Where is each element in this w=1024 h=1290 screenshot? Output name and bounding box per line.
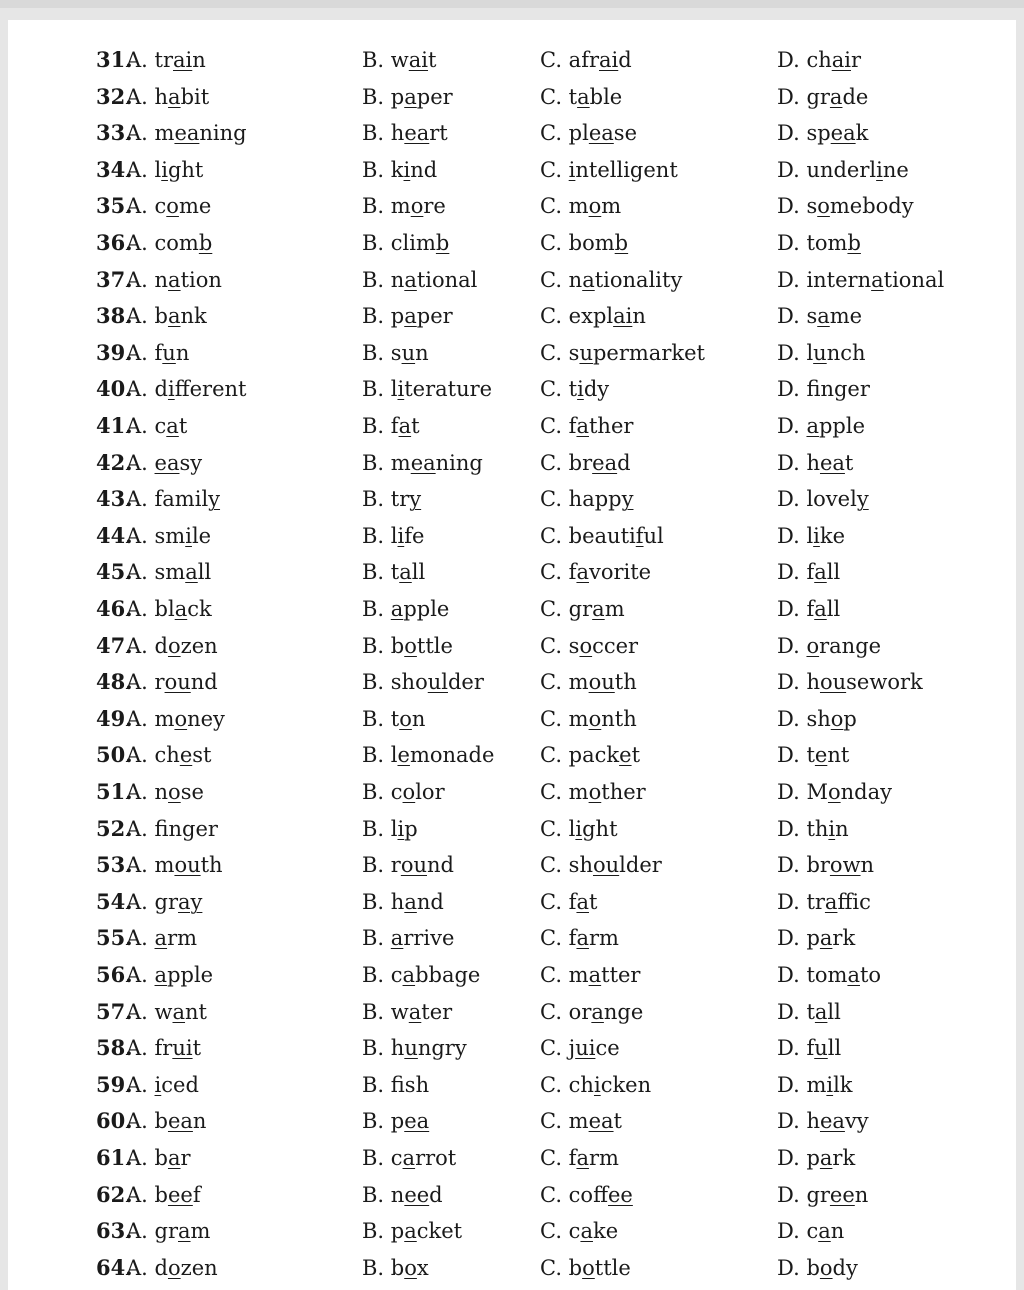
option-a: A. fun <box>126 340 190 365</box>
question-number: 61. <box>96 1145 133 1170</box>
option-c: C. light <box>540 816 618 841</box>
option-c: C. father <box>540 414 634 438</box>
question-number: 53. <box>96 852 133 878</box>
worksheet-page <box>8 20 1016 1290</box>
question-row <box>8 155 1016 185</box>
option-b: B. round <box>362 853 454 878</box>
option-c: C. beautiful <box>540 523 664 548</box>
option-c: C. mouth <box>540 670 637 695</box>
option-c: C. favorite <box>540 560 652 585</box>
option-c: C. cake <box>540 1219 619 1244</box>
option-c: C. farm <box>540 1146 619 1170</box>
question-number: 48. <box>96 669 133 695</box>
option-c: C. bread <box>540 450 631 475</box>
question-number: 43. <box>96 486 133 512</box>
option-a: A. family <box>126 487 221 512</box>
question-number: 31. <box>96 47 133 72</box>
option-b: B. packet <box>362 1219 463 1244</box>
question-row <box>8 850 1016 880</box>
option-d: D. chair <box>777 48 862 72</box>
question-row <box>8 484 1016 514</box>
option-d: D. can <box>777 1219 845 1244</box>
option-d: D. Monday <box>777 780 892 804</box>
option-b: B. lemonade <box>362 743 495 768</box>
option-d: D. tomato <box>777 963 882 987</box>
top-bar <box>0 0 1024 8</box>
option-a: A. nation <box>126 267 222 292</box>
option-d: D. international <box>777 267 945 292</box>
question-row <box>8 1033 1016 1063</box>
option-c: C. gram <box>540 597 625 621</box>
option-b: B. paper <box>362 84 453 109</box>
option-b: B. tall <box>362 560 426 585</box>
question-number: 55. <box>96 925 133 951</box>
option-a: A. different <box>126 377 247 402</box>
question-row <box>8 704 1016 734</box>
option-a: A. light <box>126 157 204 182</box>
question-number: 63. <box>96 1218 133 1244</box>
question-number: 56. <box>96 962 133 987</box>
option-b: B. try <box>362 487 422 512</box>
option-a: A. bar <box>126 1146 191 1170</box>
question-number: 52. <box>96 815 133 841</box>
option-d: D. like <box>777 523 846 548</box>
question-row <box>8 997 1016 1027</box>
question-row <box>8 265 1016 295</box>
option-c: C. tidy <box>540 377 610 402</box>
option-d: D. speak <box>777 121 869 146</box>
option-c: C. bottle <box>540 1255 631 1280</box>
question-number: 39. <box>96 339 133 365</box>
option-b: B. life <box>362 523 425 548</box>
question-row <box>8 740 1016 770</box>
option-b: B. wait <box>362 48 437 72</box>
option-a: A. smile <box>126 523 212 548</box>
option-d: D. shop <box>777 706 857 731</box>
option-d: D. park <box>777 926 856 951</box>
option-b: B. fat <box>362 414 420 438</box>
option-a: A. arm <box>126 926 198 951</box>
question-number: 45. <box>96 559 133 585</box>
question-row <box>8 1106 1016 1136</box>
option-b: B. hungry <box>362 1036 467 1061</box>
option-a: A. want <box>126 999 207 1024</box>
option-b: B. carrot <box>362 1146 457 1170</box>
option-d: D. housework <box>777 670 923 695</box>
option-b: B. arrive <box>362 926 455 951</box>
option-a: A. gray <box>126 889 203 914</box>
question-number: 64. <box>96 1254 133 1280</box>
question-number: 58. <box>96 1035 133 1061</box>
option-b: B. fsh <box>362 1072 430 1097</box>
question-number: 37. <box>96 266 133 292</box>
question-row <box>8 448 1016 478</box>
option-a: A. train <box>126 48 206 72</box>
option-a: A. meaning <box>126 121 247 146</box>
option-c: C. happy <box>540 487 634 512</box>
option-b: B. box <box>362 1255 429 1280</box>
option-b: B. need <box>362 1182 443 1207</box>
option-d: D. park <box>777 1146 856 1170</box>
option-c: C. fat <box>540 889 598 914</box>
question-row <box>8 923 1016 953</box>
question-number: 41. <box>96 413 133 438</box>
option-d: D. milk <box>777 1072 853 1097</box>
option-c: C. explain <box>540 304 646 329</box>
option-c: C. table <box>540 84 623 109</box>
option-c: C. afraid <box>540 48 632 72</box>
option-a: A. comb <box>126 231 213 255</box>
option-c: C. shoulder <box>540 853 662 878</box>
option-d: D. lunch <box>777 340 866 365</box>
option-a: A. small <box>126 560 212 585</box>
question-number: 44. <box>96 522 133 548</box>
question-number: 38. <box>96 303 133 329</box>
option-b: B. national <box>362 267 478 292</box>
option-b: B. literature <box>362 377 493 402</box>
question-number: 59. <box>96 1071 133 1097</box>
question-number: 33. <box>96 120 133 146</box>
question-number: 36. <box>96 230 133 255</box>
option-a: A. round <box>126 670 218 695</box>
option-b: B. meaning <box>362 450 483 475</box>
option-d: D. fall <box>777 560 841 585</box>
question-row <box>8 1180 1016 1210</box>
question-number: 50. <box>96 742 133 768</box>
option-b: B. sun <box>362 340 429 365</box>
option-a: A. easy <box>126 450 203 475</box>
option-d: D. tent <box>777 743 850 768</box>
option-a: A. dozen <box>126 633 218 658</box>
option-a: A. habit <box>126 84 210 109</box>
question-row <box>8 191 1016 221</box>
option-c: C. farm <box>540 926 619 951</box>
option-b: B. more <box>362 194 446 219</box>
option-a: A. beef <box>126 1182 201 1207</box>
option-d: D. fall <box>777 597 841 621</box>
option-d: D. brown <box>777 853 875 878</box>
option-a: A. bank <box>126 304 207 329</box>
question-number: 42. <box>96 449 133 475</box>
question-row <box>8 631 1016 661</box>
option-c: C. mom <box>540 194 622 219</box>
option-a: A. iced <box>126 1072 199 1097</box>
option-a: A. fruit <box>126 1036 202 1061</box>
option-d: D. body <box>777 1255 858 1280</box>
option-a: A. black <box>126 597 212 621</box>
option-c: C. coffee <box>540 1182 633 1207</box>
option-c: C. chicken <box>540 1072 652 1097</box>
option-d: D. lovely <box>777 487 869 512</box>
question-number: 49. <box>96 705 133 731</box>
option-d: D. green <box>777 1182 869 1207</box>
option-c: C. packet <box>540 743 641 768</box>
question-row <box>8 557 1016 587</box>
option-b: B. apple <box>362 597 450 621</box>
question-number: 35. <box>96 193 133 219</box>
option-a: A. gram <box>126 1219 211 1244</box>
option-b: B. pea <box>362 1109 430 1134</box>
option-c: C. orange <box>540 999 644 1024</box>
question-row <box>8 667 1016 697</box>
question-row <box>8 118 1016 148</box>
question-number: 46. <box>96 596 133 621</box>
question-row <box>8 411 1016 441</box>
option-a: A. chest <box>126 743 212 768</box>
option-b: B. paper <box>362 304 453 329</box>
option-d: D. fnger <box>777 377 870 402</box>
option-d: D. orange <box>777 633 882 658</box>
option-b: B. shoulder <box>362 670 484 695</box>
question-number: 47. <box>96 632 133 658</box>
option-a: A. apple <box>126 963 214 987</box>
question-row <box>8 887 1016 917</box>
option-d: D. same <box>777 304 863 329</box>
option-c: C. mother <box>540 780 646 804</box>
option-a: A. bean <box>126 1109 207 1134</box>
question-row <box>8 82 1016 112</box>
question-row <box>8 228 1016 258</box>
option-a: A. cat <box>126 414 188 438</box>
option-b: B. water <box>362 999 453 1024</box>
question-row <box>8 521 1016 551</box>
option-b: B. kind <box>362 157 438 182</box>
option-b: B. lip <box>362 816 418 841</box>
option-d: D. tall <box>777 999 841 1024</box>
option-b: B. cabbage <box>362 963 481 987</box>
question-row <box>8 1253 1016 1283</box>
option-c: C. intelligent <box>540 157 678 182</box>
option-d: D. apple <box>777 414 866 438</box>
question-number: 54. <box>96 888 133 914</box>
option-a: A. dozen <box>126 1255 218 1280</box>
option-b: B. ton <box>362 706 426 731</box>
option-b: B. hand <box>362 889 444 914</box>
question-row <box>8 301 1016 331</box>
question-number: 51. <box>96 779 133 804</box>
question-number: 62. <box>96 1181 133 1207</box>
question-row <box>8 1070 1016 1100</box>
question-number: 57. <box>96 998 133 1024</box>
option-d: D. thin <box>777 816 849 841</box>
option-a: A. money <box>126 706 225 731</box>
question-row <box>8 814 1016 844</box>
option-c: C. matter <box>540 963 641 987</box>
option-d: D. somebody <box>777 194 914 219</box>
question-row <box>8 1143 1016 1173</box>
option-b: B. heart <box>362 121 448 146</box>
option-c: C. nationality <box>540 267 683 292</box>
option-a: A. nose <box>126 780 204 804</box>
option-c: C. juice <box>540 1036 620 1061</box>
option-a: A. mouth <box>126 853 223 878</box>
question-row <box>8 777 1016 807</box>
question-row <box>8 45 1016 75</box>
option-b: B. bottle <box>362 633 453 658</box>
option-c: C. meat <box>540 1109 622 1134</box>
option-c: C. bomb <box>540 231 629 255</box>
question-row <box>8 1216 1016 1246</box>
question-number: 60. <box>96 1108 133 1134</box>
option-a: A. come <box>126 194 212 219</box>
option-d: D. full <box>777 1036 842 1061</box>
option-d: D. underline <box>777 157 909 182</box>
question-row <box>8 594 1016 624</box>
question-number: 40. <box>96 376 133 402</box>
option-d: D. grade <box>777 84 869 109</box>
option-d: D. heat <box>777 450 854 475</box>
option-d: D. heavy <box>777 1109 869 1134</box>
question-number: 32. <box>96 83 133 109</box>
question-row <box>8 960 1016 990</box>
option-c: C. please <box>540 121 638 146</box>
option-d: D. traffic <box>777 889 871 914</box>
question-row <box>8 374 1016 404</box>
option-c: C. month <box>540 706 637 731</box>
option-c: C. soccer <box>540 633 639 658</box>
question-row <box>8 338 1016 368</box>
option-c: C. supermarket <box>540 340 705 365</box>
option-a: A. fnger <box>126 816 218 841</box>
question-number: 34. <box>96 156 133 182</box>
option-b: B. color <box>362 780 445 804</box>
option-d: D. tomb <box>777 231 861 255</box>
option-b: B. climb <box>362 231 450 255</box>
